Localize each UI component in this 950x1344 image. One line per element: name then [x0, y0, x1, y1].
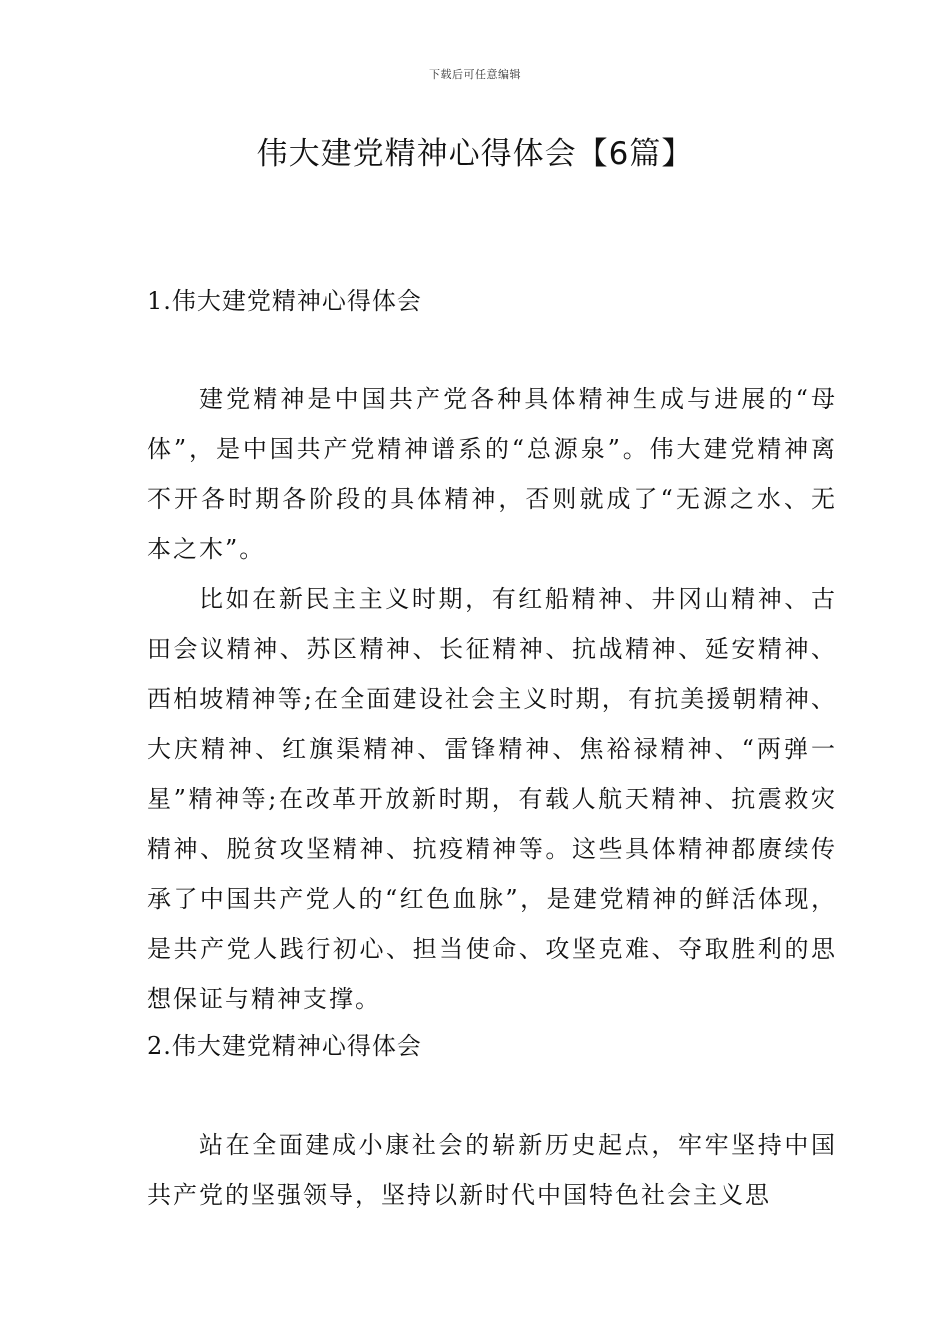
document-title: 伟大建党精神心得体会【6篇】	[256, 136, 694, 172]
section-2-body	[147, 1120, 837, 1220]
section-1-paragraph-2: 比如在新民主主义时期，有红船精神、井冈山精神、古田会议精神、苏区精神、长征精神、抗战精神、延安精神、西柏坡精神等;在全面建设社会主义时期，有抗美援朝精神、大庆精神、红旗渠精神、雷锋精神、焦裕禄精神、“两弹一星”精神等;在改革开放新时期，有载人航天精神、抗震救灾精神、脱贫攻坚精神、抗疫精神等。这些具体精神都赓续传承了中国共产党人的“红色血脉”，是建党精神的鲜活体现，是共产党人践行初心、担当使命、攻坚克难、夺取胜利的思想保证与精神支撑。	[147, 585, 837, 1013]
section-2-paragraph-1: 站在全面建成小康社会的崭新历史起点，牢牢坚持中国共产党的坚强领导，坚持以新时代中国特色社会主义思	[147, 1131, 837, 1209]
section-2-heading: 2.伟大建党精神心得体会	[147, 1032, 422, 1060]
section-1-heading: 1.伟大建党精神心得体会	[147, 287, 422, 315]
section-1-body	[147, 374, 837, 1024]
header-note: 下载后可任意编辑	[429, 68, 521, 81]
section-1-paragraph-1: 建党精神是中国共产党各种具体精神生成与进展的“母体”，是中国共产党精神谱系的“总源泉”。伟大建党精神离不开各时期各阶段的具体精神，否则就成了“无源之水、无本之木”。	[147, 385, 837, 563]
